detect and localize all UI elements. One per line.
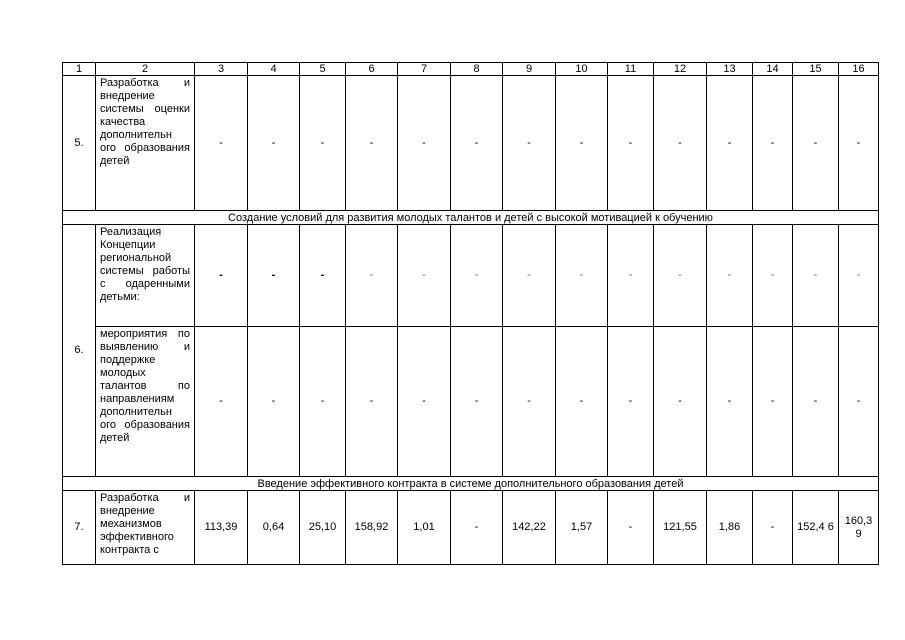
table-cell: - [707,76,753,211]
header-cell: 14 [753,63,793,76]
table-cell: - [556,225,608,327]
header-cell: 5 [300,63,346,76]
table-cell: - [503,327,556,477]
section-title: Создание условий для развития молодых талантов и детей с высокой мотивацией к обучению [63,211,879,225]
table-cell: 1,01 [398,491,451,565]
table-cell: - [300,225,346,327]
row-number: 7. [63,491,96,565]
table-cell: - [753,491,793,565]
table-cell: - [195,225,248,327]
table-cell: - [300,76,346,211]
table-cell: - [839,225,879,327]
table-cell: 25,10 [300,491,346,565]
table-cell: - [654,76,707,211]
header-cell: 11 [608,63,654,76]
table-cell: - [398,76,451,211]
table-cell: 1,57 [556,491,608,565]
table-cell: 113,39 [195,491,248,565]
header-cell: 6 [346,63,398,76]
table-cell: - [248,327,300,477]
table-cell: - [608,491,654,565]
document-table [62,62,879,565]
row-name: Реализация Концепции региональной системы работы с одаренными детьми: [96,225,195,327]
header-cell: 3 [195,63,248,76]
table-cell: - [346,225,398,327]
header-cell: 16 [839,63,879,76]
row-name: Разработка и внедрение системы оценки качества дополнительн ого образования детей [96,76,195,211]
header-cell: 15 [793,63,839,76]
table-cell: - [707,327,753,477]
table-cell: - [608,76,654,211]
table-cell: - [608,327,654,477]
table-row-6a [63,225,879,327]
table-cell: - [195,76,248,211]
row-name: Разработка и внедрение механизмов эффективного контракта с [96,491,195,565]
table-cell: - [195,327,248,477]
header-cell: 10 [556,63,608,76]
table-cell: - [753,225,793,327]
row-name: мероприятия по выявлению и поддержке молодых талантов по направлениям дополнительн ого образования детей [96,327,195,477]
table-cell: - [793,225,839,327]
header-cell: 2 [96,63,195,76]
table-cell: 0,64 [248,491,300,565]
table-cell: - [346,76,398,211]
table-cell: - [248,225,300,327]
table-cell: - [451,225,503,327]
table-cell: - [753,327,793,477]
section-title: Введение эффективного контракта в системе дополнительного образования детей [63,477,879,491]
table-cell: - [451,491,503,565]
row-number: 6. [63,225,96,477]
table-cell: - [398,327,451,477]
table-cell: 152,4 6 [793,491,839,565]
header-cell: 13 [707,63,753,76]
table-cell: - [346,327,398,477]
header-cell: 8 [451,63,503,76]
table-cell: - [707,225,753,327]
table-cell: - [793,76,839,211]
table-row-6b [63,327,879,477]
header-cell: 12 [654,63,707,76]
table-cell: - [503,225,556,327]
table-cell: - [608,225,654,327]
table-cell: - [300,327,346,477]
header-cell: 7 [398,63,451,76]
table-cell: - [556,327,608,477]
header-cell: 1 [63,63,96,76]
section-row [63,477,879,491]
table-cell: - [654,327,707,477]
table-cell: - [248,76,300,211]
table-row-5 [63,76,879,211]
table-cell: 1,86 [707,491,753,565]
table-cell: - [839,327,879,477]
header-cell: 4 [248,63,300,76]
table-cell: - [398,225,451,327]
table-cell: - [793,327,839,477]
table-cell: - [556,76,608,211]
table-cell: 160,3 9 [839,491,879,565]
table-cell: - [654,225,707,327]
table-row-7 [63,491,879,565]
table-cell: 142,22 [503,491,556,565]
header-cell: 9 [503,63,556,76]
table-cell: - [503,76,556,211]
header-row [63,63,879,76]
row-number: 5. [63,76,96,211]
table-cell: 158,92 [346,491,398,565]
table-cell: - [451,76,503,211]
table-cell: - [451,327,503,477]
section-row [63,211,879,225]
table-cell: - [753,76,793,211]
table-cell: - [839,76,879,211]
table-cell: 121,55 [654,491,707,565]
